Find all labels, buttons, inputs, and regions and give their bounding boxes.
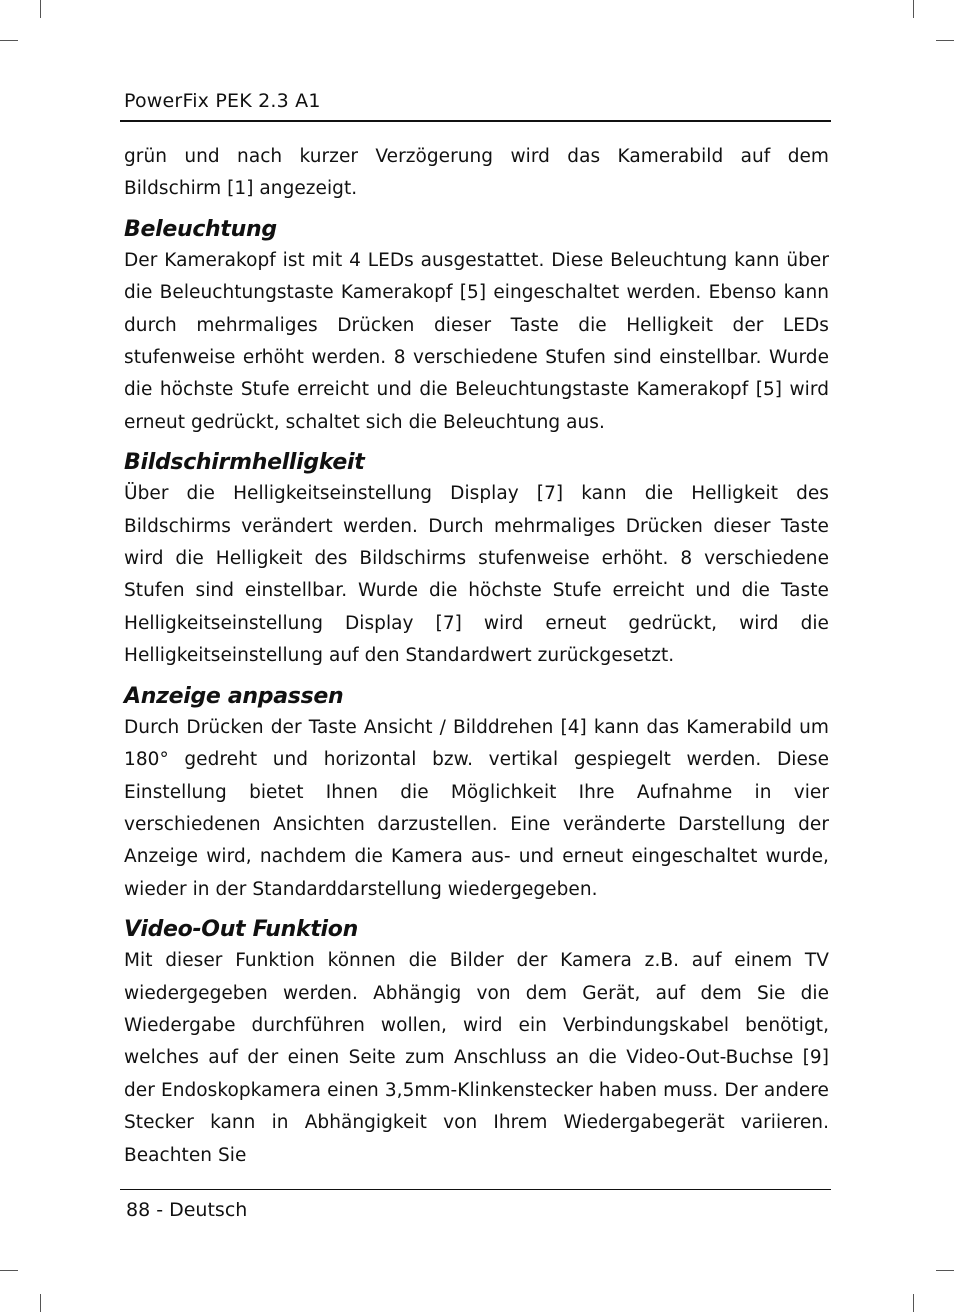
- page-footer: 88 - Deutsch: [126, 1199, 248, 1221]
- crop-mark: [913, 0, 914, 18]
- section-heading-video-out: Video-Out Funktion: [124, 917, 358, 943]
- section-heading-beleuchtung: Beleuchtung: [124, 216, 277, 242]
- section-body-beleuchtung: Der Kamerakopf ist mit 4 LEDs ausgestattet. Diese Beleuchtung kann über die Beleuchtungstaste Kamerakopf [5] eingeschaltet werden. Ebenso kann durch mehrmaliges Drücken dieser Taste die Helligkeit der LEDs stufenweise erhöht werden. 8 verschiedene Stufen sind einstellbar. Wurde die höchste Stufe erreicht und die Beleuchtungstaste Kamerakopf [5] wird erneut gedrückt, schaltet sich die Beleuchtung aus.: [124, 249, 829, 433]
- crop-mark: [40, 0, 41, 18]
- crop-mark: [936, 1270, 954, 1271]
- section-body-bildschirmhelligkeit: Über die Helligkeitseinstellung Display [7] kann die Helligkeit des Bildschirms verändert werden. Durch mehrmaliges Drücken dieser Taste wird die Helligkeit des Bildschirms stufenweise erhöht. 8 verschiedene Stufen sind einstellbar. Wurde die höchste Stufe erreicht und die Taste Helligkeitseinstellung Display [7] wird erneut gedrückt, wird die Helligkeitseinstellung auf den Standardwert zurückgesetzt.: [124, 483, 829, 667]
- crop-mark: [40, 1294, 41, 1312]
- crop-mark: [0, 40, 18, 41]
- intro-paragraph: grün und nach kurzer Verzögerung wird das Kamerabild auf dem Bildschirm [1] angezeigt.: [124, 146, 829, 200]
- crop-mark: [0, 1270, 18, 1271]
- crop-mark: [936, 40, 954, 41]
- running-header: PowerFix PEK 2.3 A1: [124, 90, 321, 112]
- section-body-video-out: Mit dieser Funktion können die Bilder der Kamera z.B. auf einem TV wiedergegeben werden. Abhängig von dem Gerät, auf dem Sie die Wiedergabe durchführen wollen, wird ein Verbindungskabel benötigt, welches auf der einen Seite zum Anschluss an die Video-Out-Buchse [9] der Endoskopkamera einen 3,5mm-Klinkenstecker haben muss. Der andere Stecker kann in Abhängigkeit von Ihrem Wiedergabegerät variieren. Beachten Sie: [124, 950, 829, 1166]
- section-heading-bildschirmhelligkeit: Bildschirmhelligkeit: [124, 450, 365, 476]
- footer-rule: [120, 1189, 831, 1190]
- section-heading-anzeige-anpassen: Anzeige anpassen: [124, 683, 344, 709]
- header-rule: [120, 120, 831, 122]
- page-body: [124, 141, 829, 1172]
- section-body-anzeige-anpassen: Durch Drücken der Taste Ansicht / Bilddrehen [4] kann das Kamerabild um 180° gedreht und horizontal bzw. vertikal gespiegelt werden. Diese Einstellung bietet Ihnen die Möglichkeit Ihre Aufnahme in vier verschiedenen Ansichten darzustellen. Eine veränderte Darstellung der Anzeige wird, nachdem die Kamera aus- und erneut eingeschaltet wurde, wieder in der Standarddarstellung wiedergegeben.: [124, 716, 829, 900]
- crop-mark: [913, 1294, 914, 1312]
